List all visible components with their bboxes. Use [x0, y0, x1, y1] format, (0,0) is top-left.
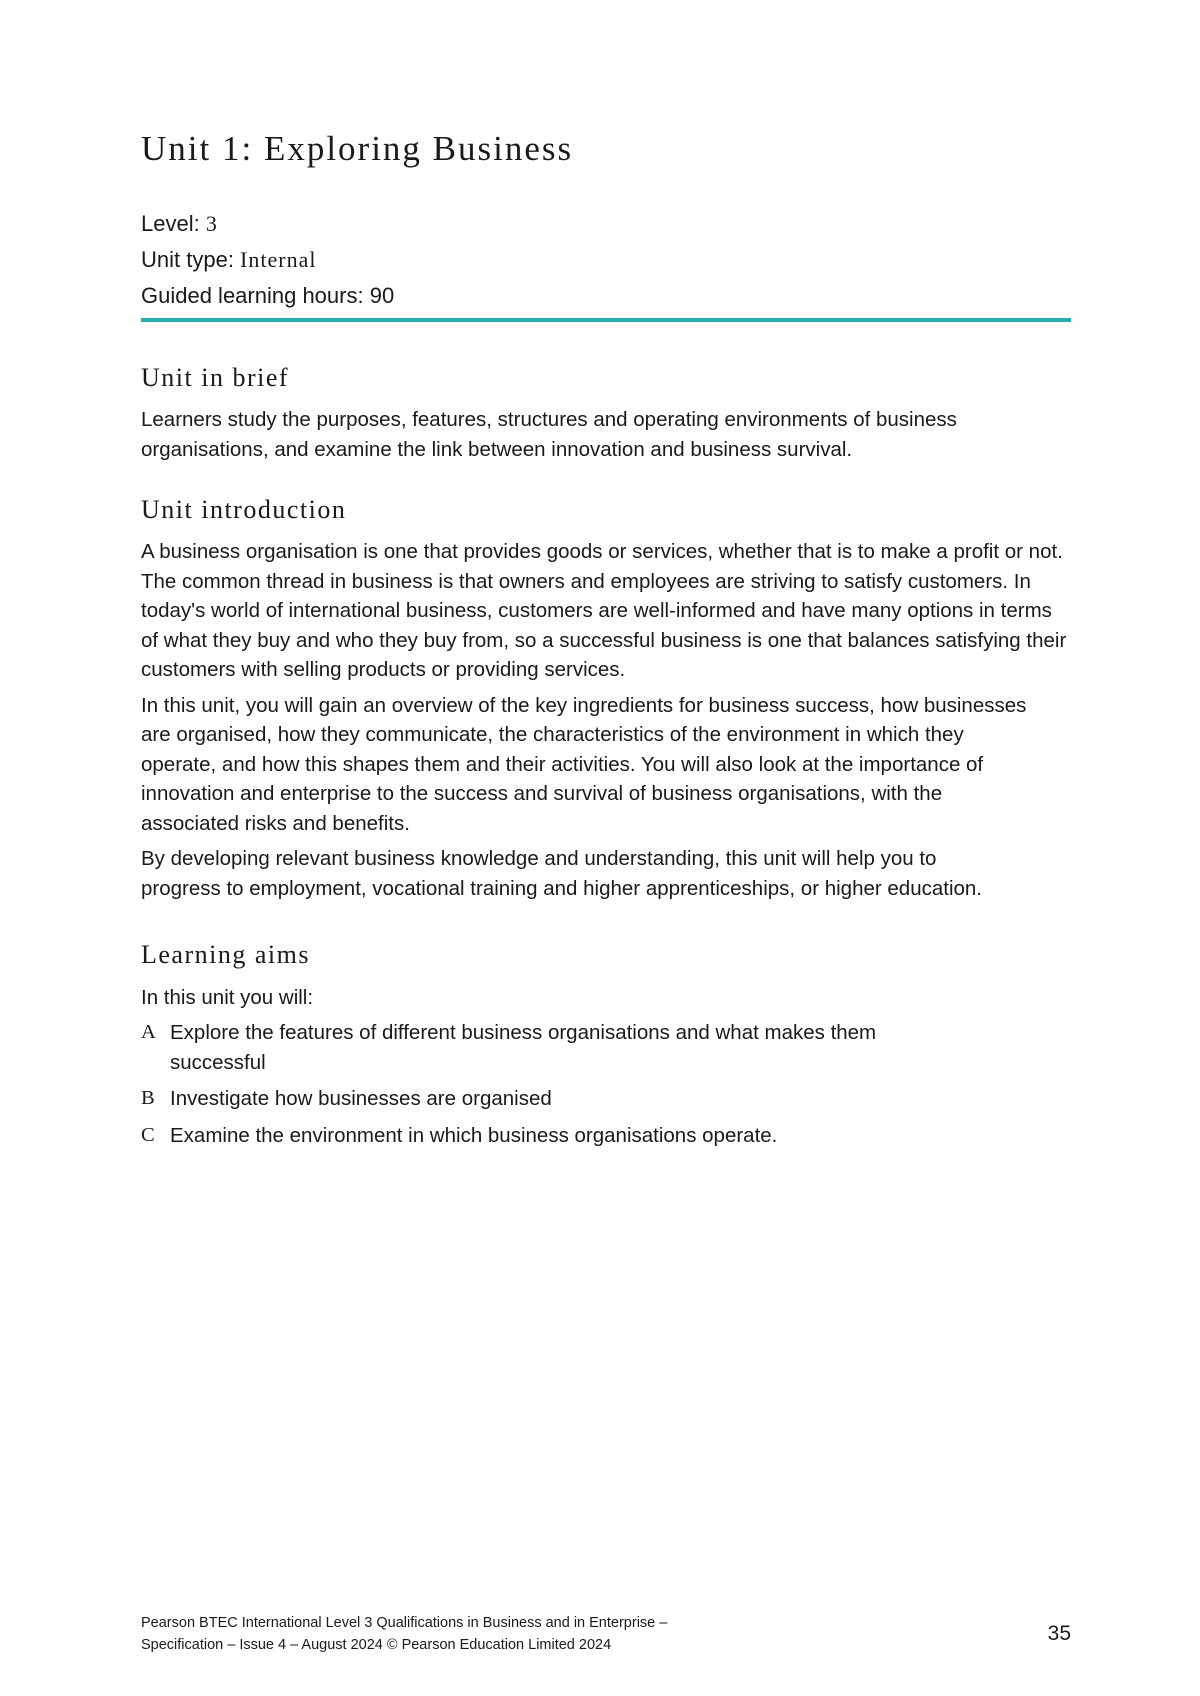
- unit-type-value: Internal: [240, 247, 317, 272]
- aim-letter: A: [141, 1021, 156, 1044]
- aim-text: Explore the features of different business organisations and what makes them successful: [170, 1021, 877, 1074]
- unit-type-label: Unit type:: [141, 247, 241, 272]
- guided-hours-line: [141, 278, 1071, 314]
- unit-in-brief-text: Learners study the purposes, features, structures and operating environments of business organisations, and examine the link between innovation and business survival.: [141, 408, 957, 461]
- learning-aim-b: [141, 1084, 1071, 1114]
- unit-type-line: [141, 242, 1071, 278]
- learning-aims-heading: Learning aims: [141, 940, 310, 970]
- unit-introduction-section: [141, 494, 1071, 903]
- aim-text: Investigate how businesses are organised: [170, 1087, 552, 1111]
- learning-aim-a: [141, 1018, 1071, 1077]
- learning-aim-c: [141, 1121, 1071, 1151]
- unit-in-brief-heading: Unit in brief: [141, 363, 290, 392]
- learning-aims-list: [141, 1018, 1071, 1150]
- footer-line-1: Pearson BTEC International Level 3 Qualifications in Business and in Enterprise –: [141, 1615, 668, 1631]
- unit-introduction-heading: Unit introduction: [141, 495, 347, 525]
- guided-hours-label: Guided learning hours:: [141, 283, 370, 308]
- unit-in-brief-section: [141, 362, 1071, 464]
- intro-paragraph-2: In this unit, you will gain an overview of the key ingredients for business success, how businesses are organised, how they communicate, the characteristics of the environment in which they operate, and how this shapes them and their activities. You will also look at the importance of innovation and enterprise to the success and survival of business organisations, with the associated risks and benefits.: [141, 693, 1027, 835]
- level-value: 3: [205, 211, 218, 236]
- page-content: [141, 128, 1071, 1157]
- page-number: 35: [1047, 1622, 1071, 1645]
- footer-text: [141, 1612, 667, 1656]
- aim-text: Examine the environment in which business organisations operate.: [170, 1123, 778, 1147]
- level-line: [141, 206, 1071, 242]
- intro-paragraph-3: By developing relevant business knowledge and understanding, this unit will help you to progress to employment, vocational training and higher apprenticeships, or higher education.: [141, 847, 983, 900]
- aim-letter: B: [141, 1087, 155, 1110]
- learning-aims-section: [141, 939, 1071, 1150]
- intro-paragraph-1: A business organisation is one that provides goods or services, whether that is to make a profit or not. The common thread in business is that owners and employees are striving to satisfy customers. In today's world of international business, customers are well-informed and have many options in terms of what they buy and who they buy from, so a successful business is one that balances satisfying their customers with selling products or providing services.: [141, 540, 1067, 682]
- unit-title: Unit 1: Exploring Business: [141, 129, 574, 168]
- footer-line-2: Specification – Issue 4 – August 2024 © Pearson Education Limited 2024: [141, 1637, 612, 1653]
- teal-divider: [141, 318, 1071, 322]
- level-label: Level:: [141, 211, 206, 236]
- learning-aims-intro: In this unit you will:: [141, 985, 314, 1009]
- guided-hours-value: 90: [369, 283, 395, 308]
- aim-letter: C: [141, 1123, 155, 1146]
- page-footer: [141, 1612, 1071, 1656]
